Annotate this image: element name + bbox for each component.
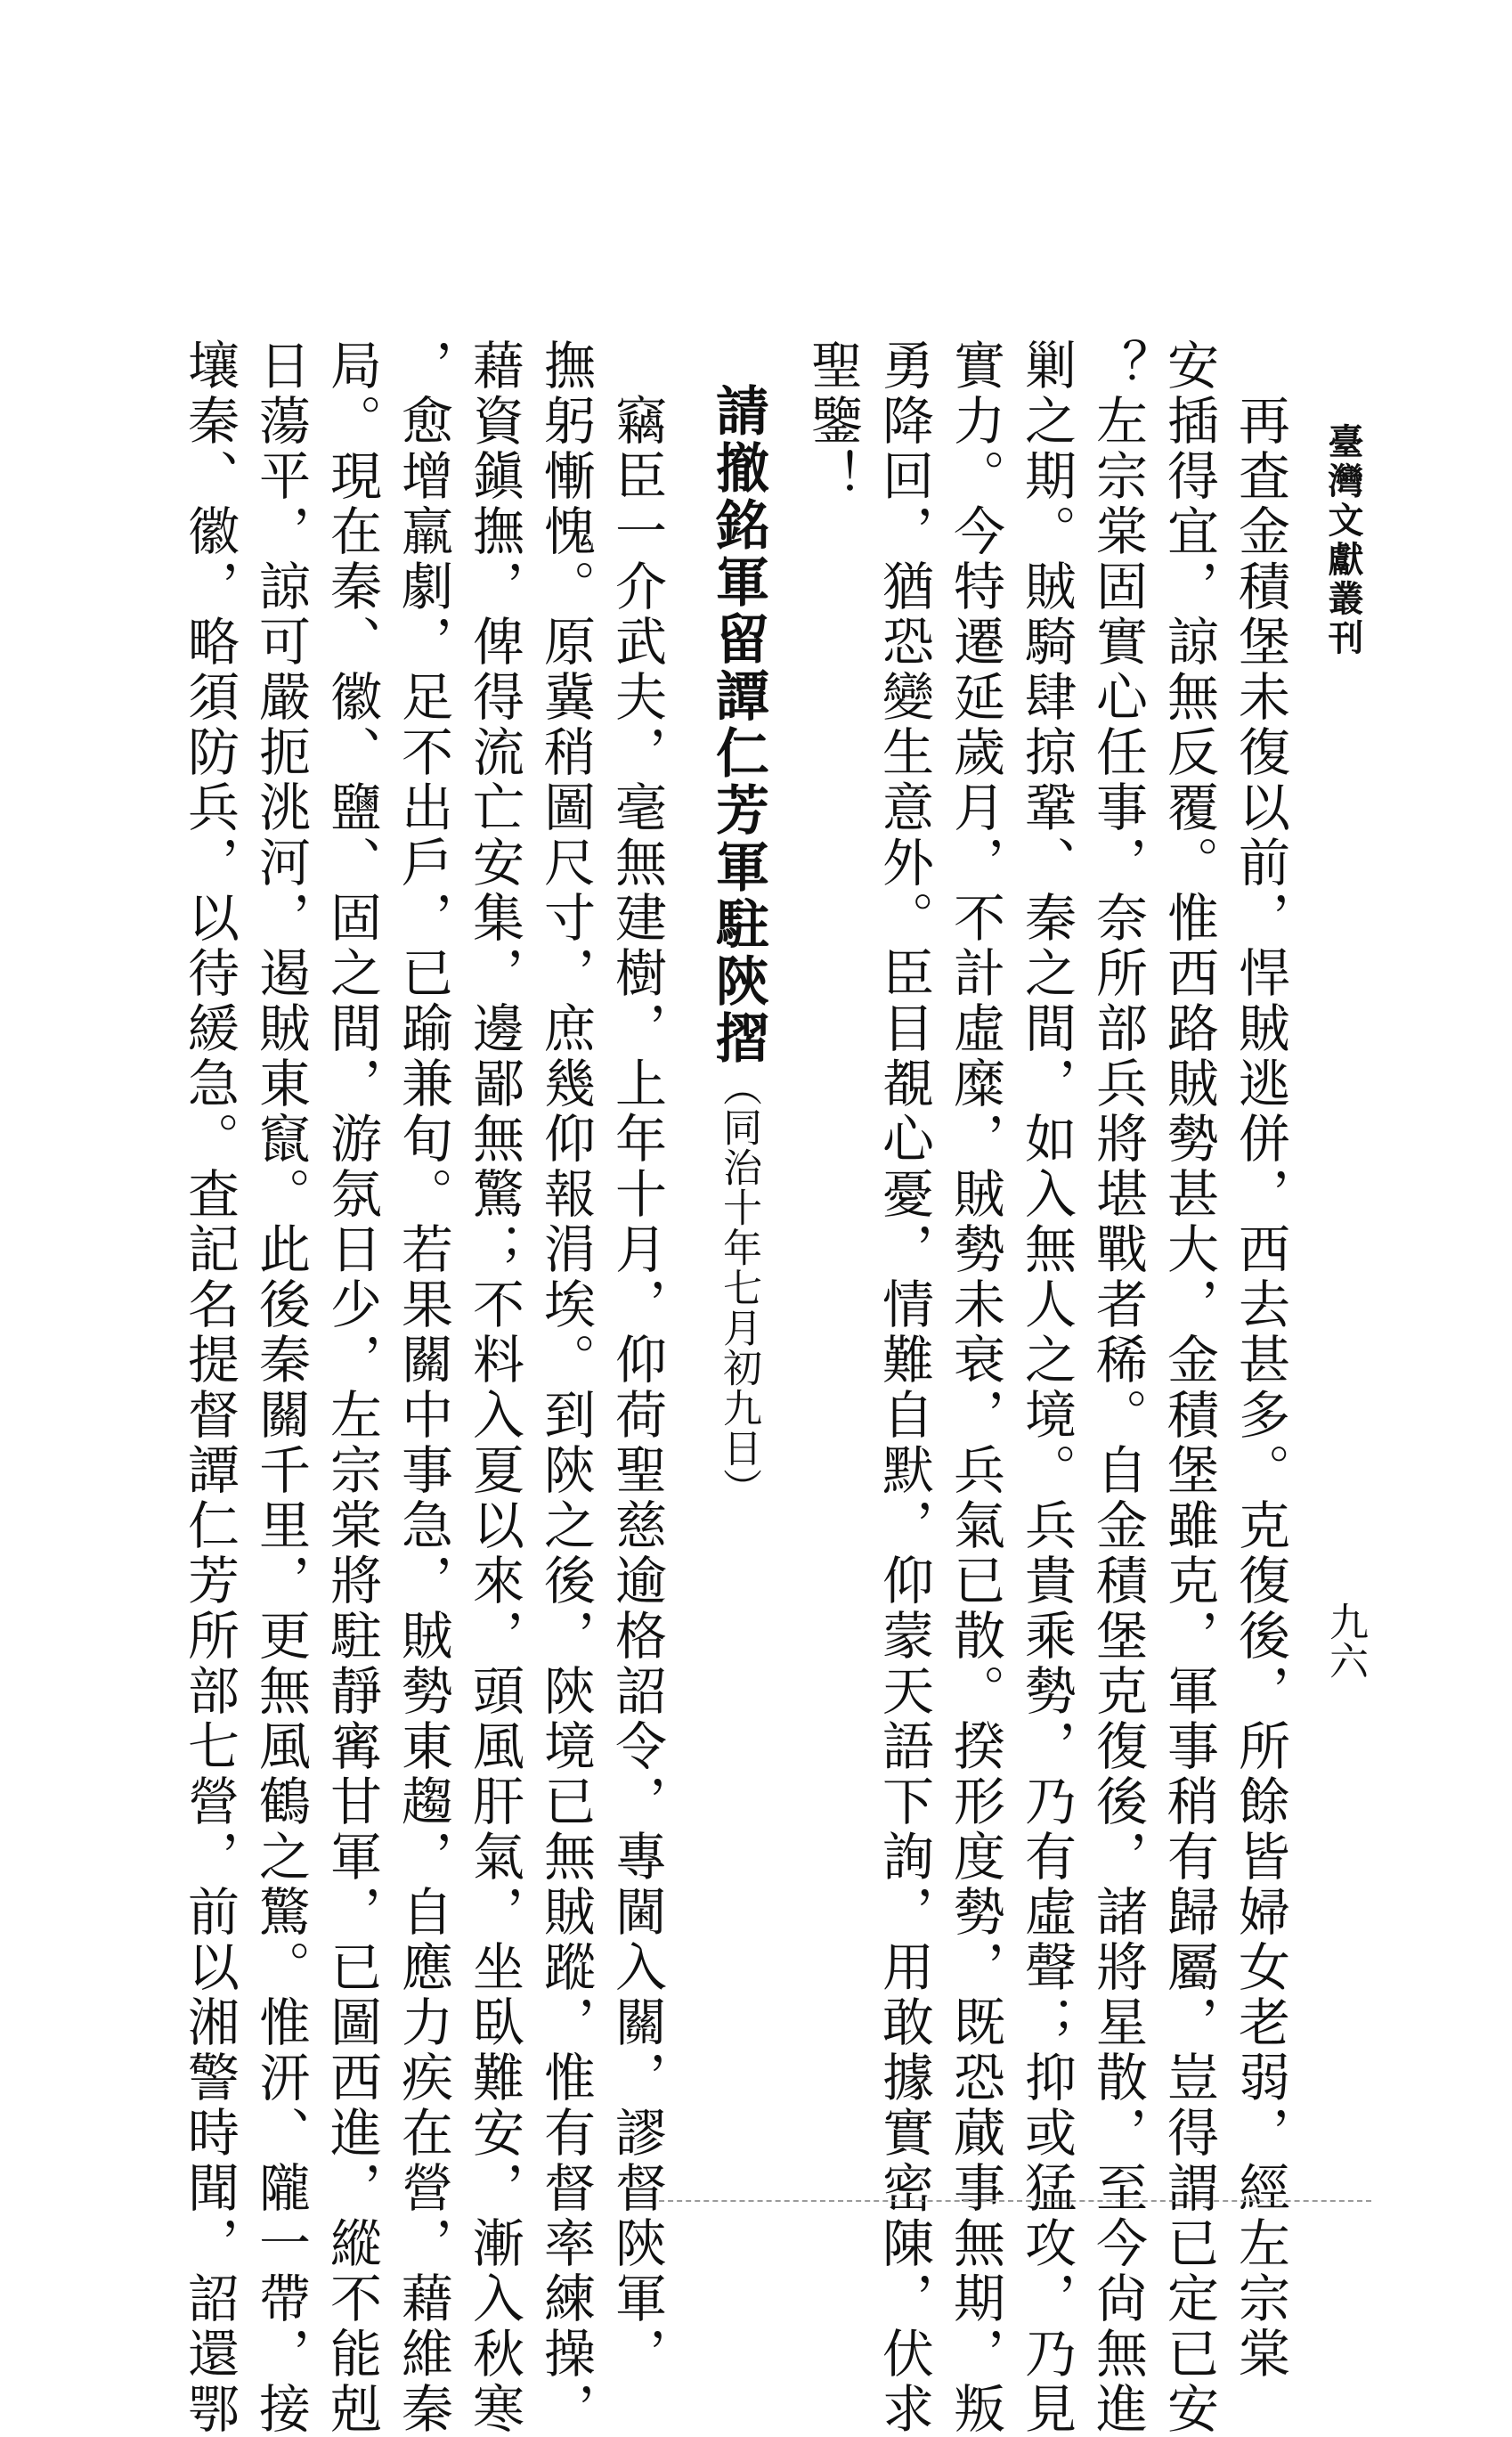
text-column: 聖鑒！ [802, 338, 863, 504]
text-column: 再査金積堡未復以前，悍賊逃併，西去甚多。克復後，所餘皆婦女老弱，經左宗棠 [1230, 338, 1290, 2382]
text-column: 藉資鎭撫，俾得流亡安集，邊鄙無驚；不料入夏以來，頭風肝氣，坐臥難安，漸入秋寒 [464, 338, 524, 2437]
memorial-title: 請撤銘軍留譚仁芳軍駐陝摺 [707, 383, 769, 1067]
text-column: 安插得宜，諒無反覆。惟西路賊勢甚大，金積堡雖克，軍事稍有歸屬，豈得謂已定已安 [1158, 338, 1219, 2437]
footer-scan-rule [659, 2200, 1371, 2202]
text-column: 日蕩平，諒可嚴扼洮河，遏賊東竄。此後秦關千里，更無風鶴之驚。惟汧、隴一帶，接 [250, 338, 311, 2437]
memorial-title-column [705, 383, 771, 2164]
text-column: 竊臣一介武夫，毫無建樹，上年十月，仰荷聖慈逾格詔令，專閫入關，謬督陝軍， [606, 338, 667, 2382]
text-column: 剿之期。賊騎肆掠鞏、秦之間，如入無人之境。兵貴乘勢，乃有虛聲；抑或猛攻，乃見 [1016, 338, 1077, 2437]
text-column: ，愈增羸劇，足不出戶，已踰兼旬。若果關中事急，賊勢東趨，自應力疾在營，藉維秦 [393, 338, 453, 2437]
memorial-date-note: （同治十年七月初九日） [716, 1067, 761, 1508]
text-column: ？左宗棠固實心任事，奈所部兵將堪戰者稀。自金積堡克復後，諸將星散，至今尙無進 [1087, 338, 1148, 2437]
text-column: 撫躬慚愧。原冀稍圖尺寸，庶幾仰報涓埃。到陝之後，陝境已無賊蹤，惟有督率練操， [535, 338, 596, 2437]
text-column: 壤秦、徽，略須防兵，以待緩急。査記名提督譚仁芳所部七營，前以湘警時聞，詔還鄂 [179, 338, 240, 2437]
text-column: 勇降回，猶恐變生意外。臣目覩心憂，情難自默，仰蒙天語下詢，用敢據實密陳，伏求 [874, 338, 934, 2437]
text-column: 實力。今特遷延歲月，不計虛糜，賊勢未衰，兵氣已散。揆形度勢，既恐蕆事無期，叛 [945, 338, 1005, 2437]
text-column: 局。現在秦、徽、鹽、固之間，游氛日少，左宗棠將駐靜寗甘軍，已圖西進，縱不能剋 [321, 338, 382, 2437]
book-title: 臺灣文獻叢刊 [1322, 423, 1364, 658]
page-number: 九六 [1322, 1602, 1368, 1680]
